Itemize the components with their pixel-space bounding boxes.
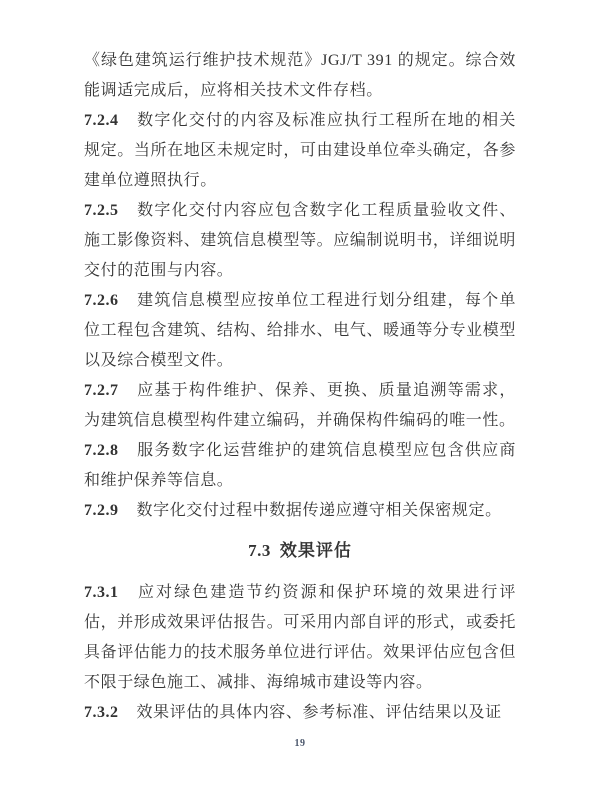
clause-text: 建筑信息模型应按单位工程进行划分组建，每个单位工程包含建筑、结构、给排水、电气、暖通等分专业模型以及综合模型文件。 <box>84 292 516 369</box>
clause-text: 服务数字化运营维护的建筑信息模型应包含供应商和维护保养等信息。 <box>84 442 516 489</box>
clause-number: 7.3.1 <box>84 584 119 601</box>
page-content <box>84 46 516 728</box>
clause-paragraph-7-2-6 <box>84 286 516 376</box>
clause-text: 数字化交付的内容及标准应执行工程所在地的相关规定。当所在地区未规定时，可由建设单位牵头确定，各参建单位遵照执行。 <box>84 112 516 189</box>
clause-paragraph-7-2-4 <box>84 106 516 196</box>
clause-text: 应基于构件维护、保养、更换、质量追溯等需求，为建筑信息模型构件建立编码，并确保构件编码的唯一性。 <box>84 382 516 429</box>
clause-paragraph-7-2-9 <box>84 496 516 526</box>
clause-text: 数字化交付内容应包含数字化工程质量验收文件、施工影像资料、建筑信息模型等。应编制说明书，详细说明交付的范围与内容。 <box>84 202 516 279</box>
clause-text: 效果评估的具体内容、参考标准、评估结果以及证 <box>136 704 502 721</box>
clause-number: 7.2.6 <box>84 292 119 309</box>
clause-paragraph-7-3-1 <box>84 578 516 698</box>
clause-number: 7.2.7 <box>84 382 119 399</box>
clause-number: 7.3.2 <box>84 704 119 721</box>
clause-paragraph-7-2-7 <box>84 376 516 436</box>
clause-number: 7.2.9 <box>84 502 119 519</box>
continuation-paragraph <box>84 46 516 106</box>
clause-paragraph-7-3-2 <box>84 698 516 728</box>
clause-text: 应对绿色建造节约资源和保护环境的效果进行评估，并形成效果评估报告。可采用内部自评的形式，或委托具备评估能力的技术服务单位进行评估。效果评估应包含但不限于绿色施工、减排、海绵城市建设等内容。 <box>84 584 516 691</box>
clause-paragraph-7-2-8 <box>84 436 516 496</box>
clause-text: 数字化交付过程中数据传递应遵守相关保密规定。 <box>136 502 502 519</box>
section-heading-number: 7.3 <box>248 541 271 560</box>
clause-number: 7.2.5 <box>84 202 119 219</box>
section-heading <box>84 536 516 566</box>
clause-number: 7.2.4 <box>84 112 119 129</box>
section-heading-title: 效果评估 <box>279 541 352 560</box>
page-number: 19 <box>294 738 306 749</box>
clause-number: 7.2.8 <box>84 442 119 459</box>
paragraph-text: 《绿色建筑运行维护技术规范》JGJ/T 391 的规定。综合效能调适完成后，应将相关技术文件存档。 <box>84 52 516 99</box>
clause-paragraph-7-2-5 <box>84 196 516 286</box>
